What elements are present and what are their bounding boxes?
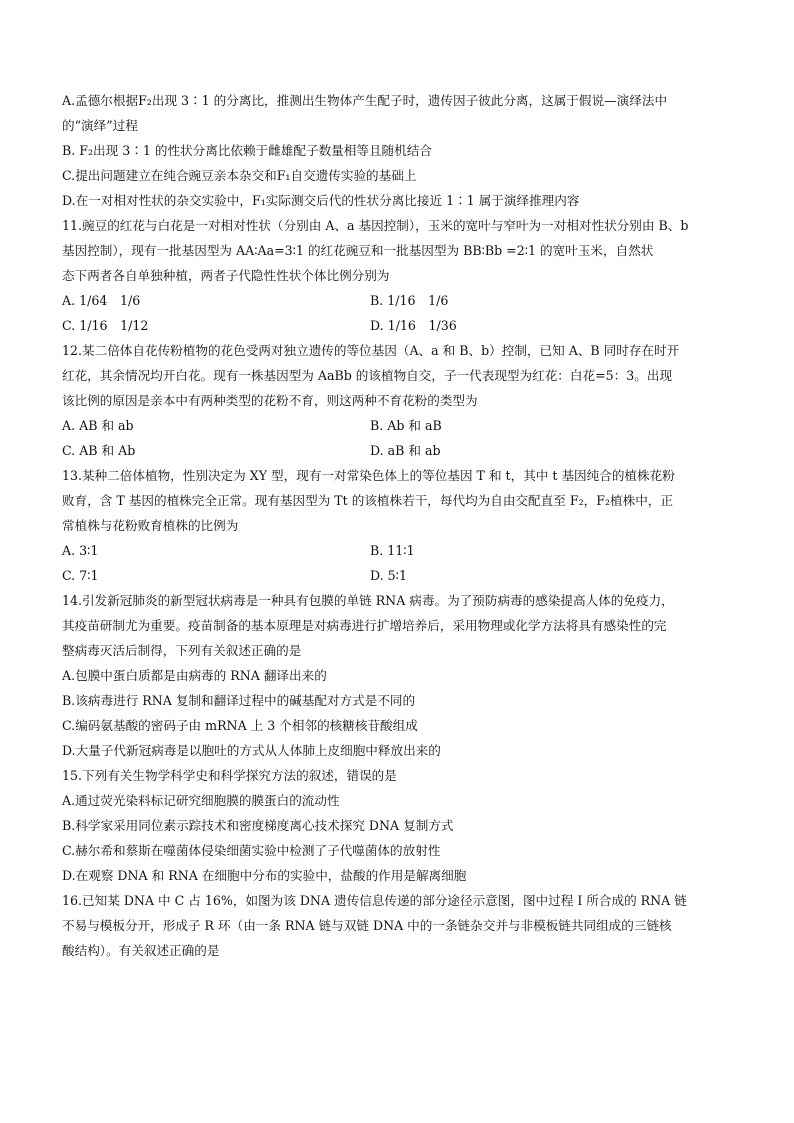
option-row bbox=[62, 438, 782, 463]
question-11 bbox=[62, 213, 782, 338]
question-stem: 14.引发新冠肺炎的新型冠状病毒是一种具有包膜的单链 RNA 病毒。为了预防病毒的感染提高人体的免疫力， bbox=[62, 593, 674, 608]
option-c: C. 1/16 1/12 bbox=[62, 318, 149, 333]
question-stem: 15.下列有关生物学科学史和科学探究方法的叙述，错误的是 bbox=[62, 768, 397, 783]
option-row bbox=[62, 538, 782, 563]
question-stem: 12.某二倍体自花传粉植物的花色受两对独立遗传的等位基因（A、a 和 B、b）控制，已知 A、B 同时存在时开 bbox=[62, 343, 680, 358]
option-text: D.在一对相对性状的杂交实验中，F₁实际测交后代的性状分离比接近 1∶1 属于演绎推理内容 bbox=[62, 193, 580, 208]
question-stem: 不易与模板分开，形成子 R 环（由一条 RNA 链与双链 DNA 中的一条链杂交并与非模板链共同组成的三链核 bbox=[62, 918, 672, 933]
option-a: A. 3∶1 bbox=[62, 543, 99, 558]
option-b: B. 11∶1 bbox=[370, 543, 415, 558]
option-b: B.该病毒进行 RNA 复制和翻译过程中的碱基配对方式是不同的 bbox=[62, 693, 416, 708]
question-stem: 16.已知某 DNA 中 C 占 16%，如图为该 DNA 遗传信息传递的部分途径示意图，图中过程 I 所合成的 RNA 链 bbox=[62, 893, 687, 908]
question-stem: 11.豌豆的红花与白花是一对相对性状（分别由 A、a 基因控制），玉米的宽叶与窄叶为一对相对性状分别由 B、b bbox=[62, 218, 689, 233]
question-stem: 整病毒灭活后制得，下列有关叙述正确的是 bbox=[62, 643, 302, 658]
option-d: D.大量子代新冠病毒是以胞吐的方式从人体肺上皮细胞中释放出来的 bbox=[62, 743, 441, 758]
question-15 bbox=[62, 763, 782, 888]
option-row bbox=[62, 288, 782, 313]
option-c: C.赫尔希和蔡斯在噬菌体侵染细菌实验中检测了子代噬菌体的放射性 bbox=[62, 843, 441, 858]
option-text: C.提出问题建立在纯合豌豆亲本杂交和F₁自交遗传实验的基础上 bbox=[62, 168, 417, 183]
option-text: 的“演绎”过程 bbox=[62, 118, 138, 133]
option-d: D. aB 和 ab bbox=[370, 443, 441, 458]
question-stem: 基因控制），现有一批基因型为 AA∶Aa=3∶1 的红花豌豆和一批基因型为 BB∶Bb =2∶1 的宽叶玉米，自然状 bbox=[62, 243, 654, 258]
option-text: A.孟德尔根据F₂出现 3∶1 的分离比，推测出生物体产生配子时，遗传因子彼此分离，这属于假说—演绎法中 bbox=[62, 93, 668, 108]
question-10-options bbox=[62, 88, 782, 213]
option-a: A.通过荧光染料标记研究细胞膜的膜蛋白的流动性 bbox=[62, 793, 340, 808]
option-c: C. AB 和 Ab bbox=[62, 443, 136, 458]
option-b: B. 1/16 1/6 bbox=[370, 293, 449, 308]
option-a: A.包膜中蛋白质都是由病毒的 RNA 翻译出来的 bbox=[62, 668, 327, 683]
option-b: B. Ab 和 aB bbox=[370, 418, 442, 433]
question-stem: 红花，其余情况均开白花。现有一株基因型为 AaBb 的该植物自交，子一代表现型为红花：白花=5：3。出现 bbox=[62, 368, 673, 383]
question-stem: 13.某种二倍体植物，性别决定为 XY 型，现有一对常染色体上的等位基因 T 和 t，其中 t 基因纯合的植株花粉 bbox=[62, 468, 675, 483]
question-stem: 态下两者各自单独种植，两者子代隐性性状个体比例分别为 bbox=[62, 268, 390, 283]
option-a: A. 1/64 1/6 bbox=[62, 293, 141, 308]
option-row bbox=[62, 413, 782, 438]
option-b: B.科学家采用同位素示踪技术和密度梯度离心技术探究 DNA 复制方式 bbox=[62, 818, 454, 833]
option-row bbox=[62, 563, 782, 588]
option-d: D. 1/16 1/36 bbox=[370, 318, 457, 333]
question-stem: 其疫苗研制尤为重要。疫苗制备的基本原理是对病毒进行扩增培养后，采用物理或化学方法将具有感染性的完 bbox=[62, 618, 667, 633]
question-stem: 该比例的原因是亲本中有两种类型的花粉不育，则这两种不育花粉的类型为 bbox=[62, 393, 478, 408]
exam-page bbox=[62, 88, 782, 963]
question-13 bbox=[62, 463, 782, 588]
option-c: C. 7∶1 bbox=[62, 568, 99, 583]
option-text: B. F₂出现 3∶1 的性状分离比依赖于雌雄配子数量相等且随机结合 bbox=[62, 143, 432, 158]
question-stem: 常植株与花粉败育植株的比例为 bbox=[62, 518, 239, 533]
option-d: D.在观察 DNA 和 RNA 在细胞中分布的实验中，盐酸的作用是解离细胞 bbox=[62, 868, 467, 883]
question-12 bbox=[62, 338, 782, 463]
option-a: A. AB 和 ab bbox=[62, 418, 134, 433]
question-stem: 酸结构）。有关叙述正确的是 bbox=[62, 943, 220, 958]
option-d: D. 5∶1 bbox=[370, 568, 407, 583]
question-16 bbox=[62, 888, 782, 963]
question-stem: 败育，含 T 基因的植株完全正常。现有基因型为 Tt 的该植株若干，每代均为自由交配直至 F₂，F₂植株中，正 bbox=[62, 493, 673, 508]
option-row bbox=[62, 313, 782, 338]
question-14 bbox=[62, 588, 782, 763]
option-c: C.编码氨基酸的密码子由 mRNA 上 3 个相邻的核糖核苷酸组成 bbox=[62, 718, 418, 733]
